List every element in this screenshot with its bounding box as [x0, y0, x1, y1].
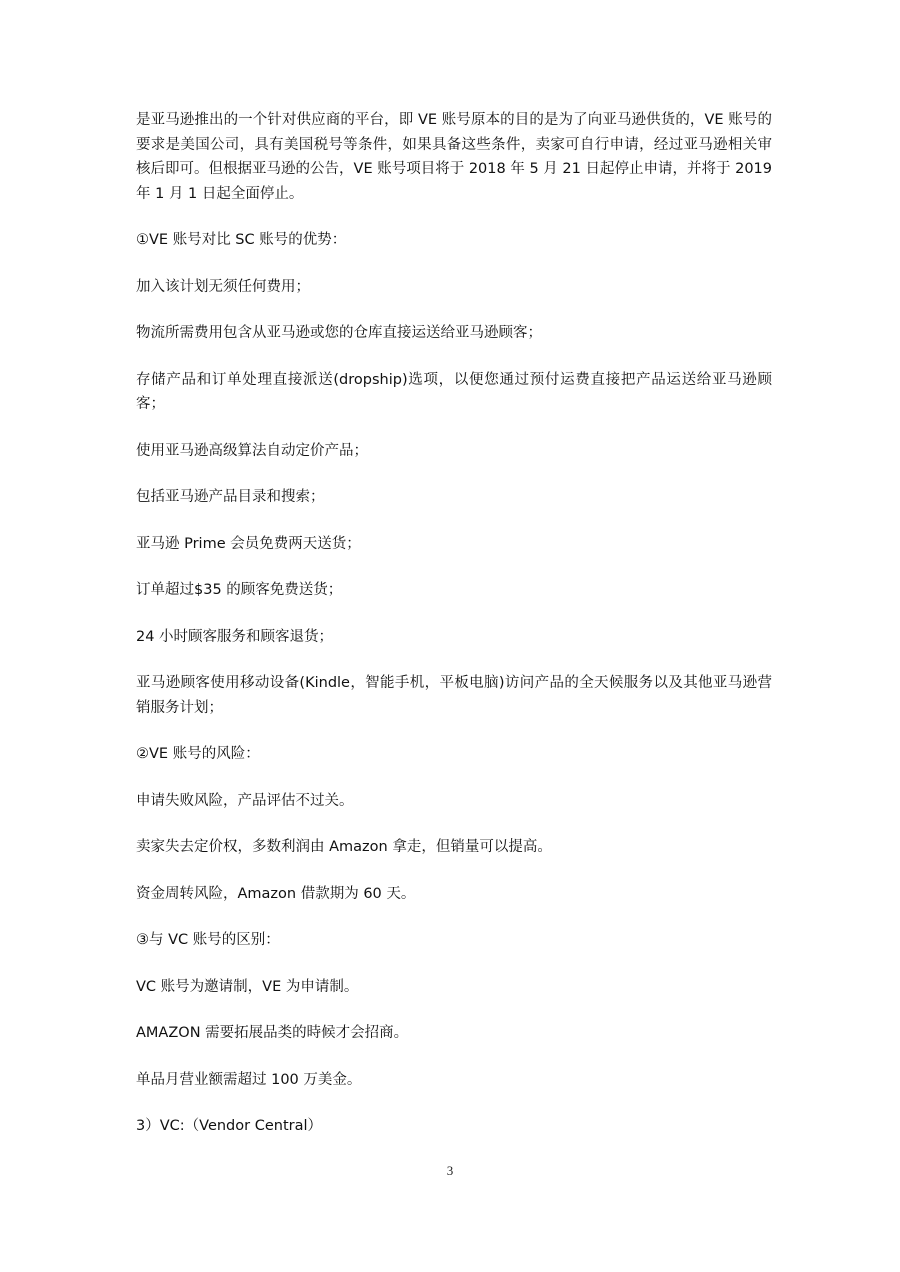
section-heading-vc-difference: ③与 VC 账号的区别：	[136, 932, 280, 948]
list-item: 卖家失去定价权，多数利润由 Amazon 拿走，但销量可以提高。	[136, 839, 552, 855]
list-item: 使用亚马逊高级算法自动定价产品；	[136, 442, 368, 459]
list-item: VC 账号为邀请制，VE 为申请制。	[136, 978, 359, 995]
list-item: 加入该计划无须任何费用；	[136, 278, 310, 295]
list-item: AMAZON 需要拓展品类的時候才会招商。	[136, 1025, 409, 1041]
list-item: 存储产品和订单处理直接派送(dropship)选项，以便您通过预付运费直接把产品运送给亚马逊顾客；	[136, 371, 772, 412]
intro-paragraph: 是亚马逊推出的一个针对供应商的平台，即 VE 账号原本的目的是为了向亚马逊供货的，VE 账号的要求是美国公司，具有美国税号等条件，如果具备这些条件，卖家可自行申请，经过亚马逊相关审核后即可。但根据亚马逊的公告，VE 账号项目将于 2018 年 5 月 21 日起停止申请，并将于 2019 年 1 月 1 日起全面停止。	[136, 112, 772, 202]
list-item: 申请失败风险，产品评估不过关。	[136, 792, 354, 809]
list-item: 包括亚马逊产品目录和搜索；	[136, 489, 325, 505]
page-number: 3	[446, 1163, 454, 1178]
section-heading-ve-advantages: ①VE 账号对比 SC 账号的优势：	[136, 232, 347, 248]
list-item: 资金周转风险，Amazon 借款期为 60 天。	[136, 885, 416, 902]
list-item: 订单超过$35 的顾客免费送货；	[136, 582, 343, 598]
list-item: 单品月营业额需超过 100 万美金。	[136, 1071, 362, 1088]
list-item: 亚马逊 Prime 会员免费两天送货；	[136, 535, 361, 552]
section-heading-vc: 3）VC:（Vendor Central）	[136, 1118, 323, 1134]
document-body	[136, 108, 772, 1139]
list-item: 亚马逊顾客使用移动设备(Kindle，智能手机，平板电脑)访问产品的全天候服务以及其他亚马逊营销服务计划；	[136, 675, 772, 716]
list-item: 24 小时顾客服务和顾客退货；	[136, 628, 334, 645]
section-heading-ve-risks: ②VE 账号的风险：	[136, 746, 260, 762]
list-item: 物流所需费用包含从亚马逊或您的仓库直接运送给亚马逊顾客；	[136, 325, 542, 341]
